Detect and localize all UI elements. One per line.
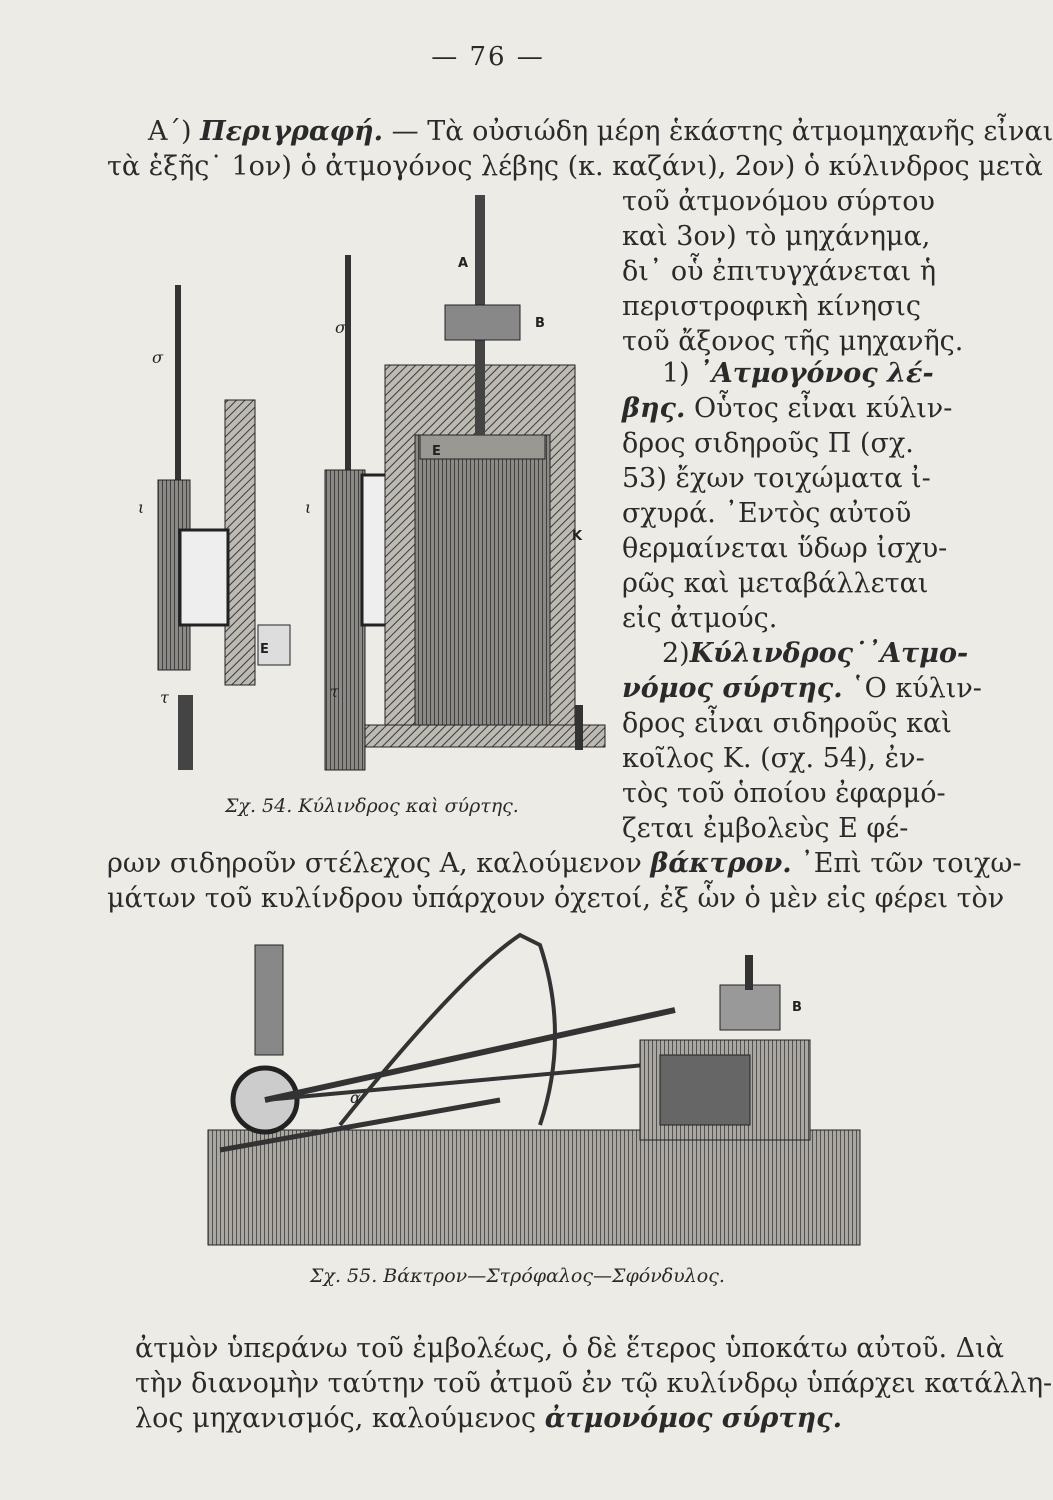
connecting-rod [265, 1010, 675, 1100]
end-line-2: τὴν διανομὴν ταύτην τοῦ ἀτμοῦ ἐν τῷ κυλίνδρῳ ὑπάρχει κατάλλη- [135, 1368, 1053, 1399]
label-alpha: α [350, 1088, 361, 1107]
boiler-line-7: ρῶς καὶ μεταβάλλεται [622, 568, 929, 599]
label-sigma-left: σ [152, 348, 163, 367]
drain-cock [575, 705, 583, 750]
cylinder-line-2 [622, 675, 982, 702]
cylinder-heading: Κύλινδρος˙᾿Ατμο- [689, 638, 969, 669]
boiler-line-2-text: Οὗτος εἶναι κύλιν- [685, 393, 953, 424]
valve-spindle [745, 955, 753, 990]
label-B-engine: Β [792, 1000, 802, 1015]
figure-54-cylinder-drawing [130, 175, 620, 780]
cylinder-line-3: δρος εἶναι σιδηροῦς καὶ [622, 708, 952, 739]
cylinder-line-4: κοῖλος Κ. (σχ. 54), ἐν- [622, 743, 925, 774]
label-E-small: Ε [260, 642, 269, 657]
intro-line-5: δι᾽ οὗ ἐπιτυγχάνεται ἡ [622, 256, 936, 287]
cylinder-line-7-a: ρων σιδηροῦν στέλεχος Α, καλούμενον [107, 848, 651, 879]
label-A: Α [458, 256, 469, 271]
intro-line-3: τοῦ ἀτμονόμου σύρτου [622, 186, 935, 217]
page-number: — 76 — [431, 42, 545, 72]
intro-line-4: καὶ 3ον) τὸ μηχάνημα, [622, 221, 931, 252]
boiler-number: 1) [662, 358, 699, 389]
figure-55-engine-drawing [200, 915, 870, 1255]
right-valve-rod [345, 255, 351, 485]
cylinder-line-5: τὸς τοῦ ὁποίου ἐφαρμό- [622, 778, 946, 809]
label-K: Κ [572, 529, 583, 544]
section-marker: Α΄) [148, 116, 201, 147]
intro-line-6: περιστροφικὴ κίνησις [622, 291, 922, 322]
engine-bed [208, 1130, 860, 1245]
intro-line-2: τὰ ἑξῆς˙ 1ον) ὁ ἀτμογόνος λέβης (κ. καζάνι), 2ον) ὁ κύλινδρος μετὰ [107, 151, 1043, 182]
boiler-line-4: 53) ἔχων τοιχώματα ἰ- [622, 463, 931, 494]
section-heading: Περιγραφή. [200, 116, 384, 147]
label-tau-left: τ [160, 688, 169, 707]
boiler-line-2 [622, 395, 952, 422]
cylinder-line-8: μάτων τοῦ κυλίνδρου ὑπάρχουν ὀχετοί, ἐξ ὧν ὁ μὲν εἰς φέρει τὸν [107, 883, 1005, 914]
label-E-piston: Ε [432, 444, 441, 459]
engine-piston [660, 1055, 750, 1125]
intro-line-1 [148, 118, 1053, 145]
end-line-1: ἀτμὸν ὑπεράνω τοῦ ἐμβολέως, ὁ δὲ ἕτερος ὑποκάτω αὐτοῦ. Διὰ [135, 1333, 1004, 1364]
stuffing-box [445, 305, 520, 340]
label-sigma-right: σ [335, 318, 346, 337]
boiler-heading: ᾿Ατμογόνος λέ- [698, 358, 934, 389]
end-line-3 [135, 1405, 842, 1432]
cylinder-bore [415, 435, 550, 725]
label-tau-right: τ [330, 682, 339, 701]
intro-line-7: τοῦ ἄξονος τῆς μηχανῆς. [622, 326, 964, 357]
boiler-line-8: εἰς ἀτμούς. [622, 603, 778, 634]
flywheel-rim [340, 935, 555, 1125]
right-valve-chest [325, 470, 365, 770]
piston-rod-line [265, 1065, 645, 1100]
boiler-line-3: δρος σιδηροῦς Π (σχ. [622, 428, 914, 459]
boiler-line-5: σχυρά. ᾿Εντὸς αὐτοῦ [622, 498, 912, 529]
cylinder-line-6: ζεται ἐμβολεὺς Ε φέ- [622, 813, 909, 844]
term-baktron: βάκτρον. [650, 848, 792, 879]
cylinder-line-1 [662, 640, 968, 667]
figure-54-caption: Σχ. 54. Κύλινδρος καὶ σύρτης. [225, 795, 519, 817]
left-valve-stem [178, 695, 193, 770]
figure-55-caption: Σχ. 55. Βάκτρον—Στρόφαλος—Σφόνδυλος. [310, 1265, 725, 1287]
cylinder-heading-cont: νόμος σύρτης. [622, 673, 843, 704]
cylinder-line-7-c: ᾿Επὶ τῶν τοιχω- [791, 848, 1022, 879]
end-line-3-a: λος μηχανισμός, καλούμενος [135, 1403, 545, 1434]
term-atmonomos-syrtis: ἀτμονόμος σύρτης. [544, 1403, 843, 1434]
label-B: Β [535, 316, 545, 331]
cylinder-line-7 [107, 850, 1022, 877]
valve-chest [720, 985, 780, 1030]
flywheel-post [255, 945, 283, 1055]
boiler-line-1 [662, 360, 934, 387]
label-iota-right: ι [305, 498, 312, 517]
cylinder-line-2-text: ῾Ο κύλιν- [842, 673, 982, 704]
boiler-heading-cont: βης. [622, 393, 686, 424]
cylinder-number: 2) [662, 638, 690, 669]
label-iota-left: ι [138, 498, 145, 517]
intro-line-1-text: — Τὰ οὐσιώδη μέρη ἑκάστης ἀτμομηχανῆς εἶναι [383, 116, 1053, 147]
boiler-line-6: θερμαίνεται ὕδωρ ἰσχυ- [622, 533, 948, 564]
cylinder-base [365, 725, 605, 747]
left-valve-port [180, 530, 228, 625]
left-valve-rod [175, 285, 181, 485]
